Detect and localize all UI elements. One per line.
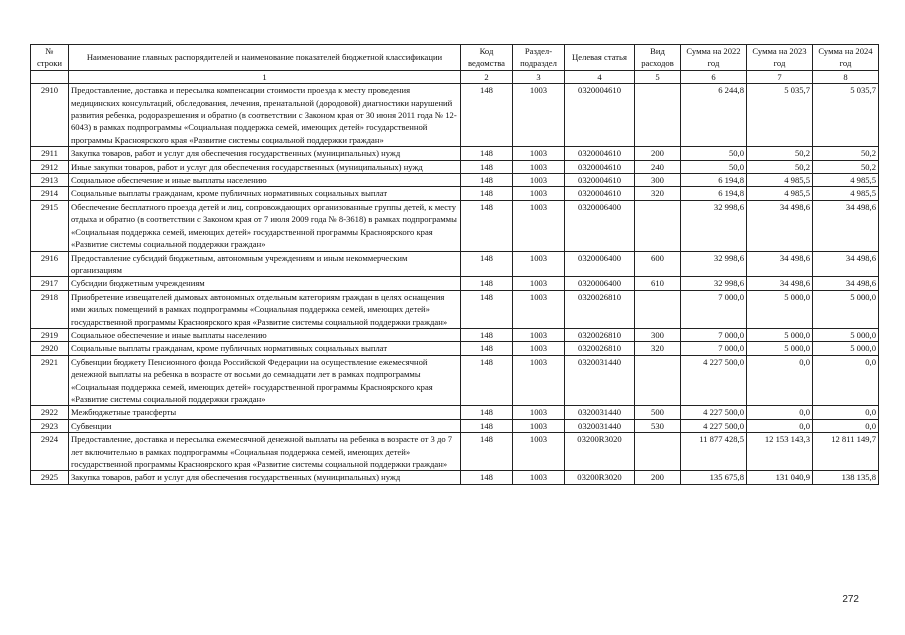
section-cell: 1003 xyxy=(513,187,565,200)
column-numbering-row xyxy=(31,70,879,83)
table-row xyxy=(31,290,879,328)
sum-2023-cell: 5 035,7 xyxy=(747,84,813,147)
sum-2022-cell: 32 998,6 xyxy=(681,251,747,277)
expense-type-cell: 320 xyxy=(635,187,681,200)
department-code-cell: 148 xyxy=(461,406,513,419)
sum-2022-cell: 6 194,8 xyxy=(681,187,747,200)
column-number: 2 xyxy=(461,70,513,83)
row-name-cell: Субвенции бюджету Пенсионного фонда Российской Федерации на осуществление ежемесячной денежной выплаты на ребенка в возрасте от восьми до семнадцати лет в рамках подпрограммы «Социальная поддержка семей, имеющих детей» государственной программы Красноярского края «Развитие системы социальной поддержки граждан» xyxy=(69,355,461,406)
header-target-article: Целевая статья xyxy=(565,45,635,71)
sum-2024-cell: 138 135,8 xyxy=(813,471,879,484)
department-code-cell: 148 xyxy=(461,419,513,432)
header-name: Наименование главных распорядителей и наименование показателей бюджетной классификации xyxy=(69,45,461,71)
header-sum-2024: Сумма на 2024 год xyxy=(813,45,879,71)
row-name-cell: Социальное обеспечение и иные выплаты населению xyxy=(69,328,461,341)
target-article-cell: 0320006400 xyxy=(565,277,635,290)
department-code-cell: 148 xyxy=(461,84,513,147)
table-row xyxy=(31,355,879,406)
sum-2022-cell: 32 998,6 xyxy=(681,200,747,251)
target-article-cell: 0320006400 xyxy=(565,251,635,277)
column-number: 4 xyxy=(565,70,635,83)
row-name-cell: Социальные выплаты гражданам, кроме публичных нормативных социальных выплат xyxy=(69,187,461,200)
section-cell: 1003 xyxy=(513,251,565,277)
department-code-cell: 148 xyxy=(461,200,513,251)
table-row xyxy=(31,84,879,147)
sum-2024-cell: 5 000,0 xyxy=(813,328,879,341)
row-name-cell: Иные закупки товаров, работ и услуг для обеспечения государственных (муниципальных) нужд xyxy=(69,160,461,173)
table-header xyxy=(31,45,879,84)
row-name-cell: Предоставление субсидий бюджетным, автономным учреждениям и иным некоммерческим организациям xyxy=(69,251,461,277)
department-code-cell: 148 xyxy=(461,328,513,341)
row-number-cell: 2912 xyxy=(31,160,69,173)
row-name-cell: Закупка товаров, работ и услуг для обеспечения государственных (муниципальных) нужд xyxy=(69,147,461,160)
table-row xyxy=(31,277,879,290)
target-article-cell: 0320031440 xyxy=(565,355,635,406)
target-article-cell: 03200R3020 xyxy=(565,433,635,471)
sum-2023-cell: 0,0 xyxy=(747,355,813,406)
row-name-cell: Субсидии бюджетным учреждениям xyxy=(69,277,461,290)
row-name-cell: Обеспечение бесплатного проезда детей и лиц, сопровождающих организованные группы детей, к месту отдыха и обратно (в соответствии с Законом края от 7 июля 2009 года № 8-3618) в рамках подпрограммы «Социальная поддержка семей, имеющих детей» государственной программы Красноярского края «Развитие системы социальной поддержки граждан» xyxy=(69,200,461,251)
sum-2023-cell: 0,0 xyxy=(747,419,813,432)
header-department-code: Код ведомства xyxy=(461,45,513,71)
section-cell: 1003 xyxy=(513,406,565,419)
sum-2022-cell: 7 000,0 xyxy=(681,328,747,341)
sum-2022-cell: 50,0 xyxy=(681,160,747,173)
section-cell: 1003 xyxy=(513,160,565,173)
expense-type-cell: 610 xyxy=(635,277,681,290)
row-name-cell: Социальные выплаты гражданам, кроме публичных нормативных социальных выплат xyxy=(69,342,461,355)
header-sum-2023: Сумма на 2023 год xyxy=(747,45,813,71)
target-article-cell: 0320004610 xyxy=(565,84,635,147)
sum-2024-cell: 0,0 xyxy=(813,419,879,432)
row-number-cell: 2918 xyxy=(31,290,69,328)
column-number: 3 xyxy=(513,70,565,83)
table-row xyxy=(31,147,879,160)
sum-2023-cell: 0,0 xyxy=(747,406,813,419)
target-article-cell: 0320026810 xyxy=(565,328,635,341)
sum-2022-cell: 32 998,6 xyxy=(681,277,747,290)
expense-type-cell xyxy=(635,355,681,406)
sum-2022-cell: 4 227 500,0 xyxy=(681,406,747,419)
row-number-cell: 2914 xyxy=(31,187,69,200)
section-cell: 1003 xyxy=(513,174,565,187)
table-row xyxy=(31,174,879,187)
department-code-cell: 148 xyxy=(461,251,513,277)
header-row-number: № строки xyxy=(31,45,69,71)
row-number-cell: 2922 xyxy=(31,406,69,419)
expense-type-cell: 200 xyxy=(635,471,681,484)
sum-2022-cell: 4 227 500,0 xyxy=(681,355,747,406)
row-number-cell: 2919 xyxy=(31,328,69,341)
department-code-cell: 148 xyxy=(461,433,513,471)
sum-2024-cell: 5 000,0 xyxy=(813,290,879,328)
page-number: 272 xyxy=(842,594,859,605)
section-cell: 1003 xyxy=(513,277,565,290)
sum-2024-cell: 4 985,5 xyxy=(813,187,879,200)
column-number: 6 xyxy=(681,70,747,83)
sum-2022-cell: 4 227 500,0 xyxy=(681,419,747,432)
section-cell: 1003 xyxy=(513,200,565,251)
row-name-cell: Предоставление, доставка и пересылка ежемесячной денежной выплаты на ребенка в возрасте от 3 до 7 лет включительно в рамках подпрограммы «Социальная поддержка семей, имеющих детей» государственной программы Красноярского края «Развитие системы социальной поддержки граждан» xyxy=(69,433,461,471)
target-article-cell: 0320026810 xyxy=(565,342,635,355)
sum-2023-cell: 5 000,0 xyxy=(747,290,813,328)
department-code-cell: 148 xyxy=(461,174,513,187)
section-cell: 1003 xyxy=(513,433,565,471)
expense-type-cell: 200 xyxy=(635,147,681,160)
target-article-cell: 0320031440 xyxy=(565,419,635,432)
row-number-cell: 2917 xyxy=(31,277,69,290)
sum-2023-cell: 34 498,6 xyxy=(747,277,813,290)
row-name-cell: Межбюджетные трансферты xyxy=(69,406,461,419)
row-number-cell: 2913 xyxy=(31,174,69,187)
section-cell: 1003 xyxy=(513,84,565,147)
table-row xyxy=(31,187,879,200)
expense-type-cell xyxy=(635,433,681,471)
sum-2023-cell: 50,2 xyxy=(747,160,813,173)
sum-2023-cell: 34 498,6 xyxy=(747,200,813,251)
section-cell: 1003 xyxy=(513,342,565,355)
section-cell: 1003 xyxy=(513,147,565,160)
target-article-cell: 0320004610 xyxy=(565,174,635,187)
row-number-cell: 2923 xyxy=(31,419,69,432)
row-number-cell: 2921 xyxy=(31,355,69,406)
column-number: 5 xyxy=(635,70,681,83)
row-number-cell: 2925 xyxy=(31,471,69,484)
expense-type-cell: 600 xyxy=(635,251,681,277)
expense-type-cell: 300 xyxy=(635,328,681,341)
department-code-cell: 148 xyxy=(461,355,513,406)
section-cell: 1003 xyxy=(513,290,565,328)
column-number: 1 xyxy=(69,70,461,83)
table-row xyxy=(31,433,879,471)
column-number: 8 xyxy=(813,70,879,83)
column-number xyxy=(31,70,69,83)
expense-type-cell: 320 xyxy=(635,342,681,355)
sum-2024-cell: 5 035,7 xyxy=(813,84,879,147)
sum-2022-cell: 135 675,8 xyxy=(681,471,747,484)
sum-2024-cell: 5 000,0 xyxy=(813,342,879,355)
expense-type-cell: 500 xyxy=(635,406,681,419)
expense-type-cell: 530 xyxy=(635,419,681,432)
expense-type-cell xyxy=(635,290,681,328)
row-number-cell: 2924 xyxy=(31,433,69,471)
sum-2024-cell: 34 498,6 xyxy=(813,251,879,277)
section-cell: 1003 xyxy=(513,471,565,484)
department-code-cell: 148 xyxy=(461,471,513,484)
department-code-cell: 148 xyxy=(461,277,513,290)
sum-2024-cell: 0,0 xyxy=(813,406,879,419)
section-cell: 1003 xyxy=(513,355,565,406)
sum-2024-cell: 50,2 xyxy=(813,147,879,160)
sum-2024-cell: 34 498,6 xyxy=(813,277,879,290)
row-name-cell: Приобретение извещателей дымовых автономных отдельным категориям граждан в целях оснащения ими жилых помещений в рамках подпрограммы «Социальная поддержка семей, имеющих детей» государственной программы Красноярского края «Развитие системы социальной поддержки граждан» xyxy=(69,290,461,328)
sum-2023-cell: 131 040,9 xyxy=(747,471,813,484)
row-name-cell: Закупка товаров, работ и услуг для обеспечения государственных (муниципальных) нужд xyxy=(69,471,461,484)
expense-type-cell: 300 xyxy=(635,174,681,187)
row-name-cell: Социальное обеспечение и иные выплаты населению xyxy=(69,174,461,187)
department-code-cell: 148 xyxy=(461,160,513,173)
row-number-cell: 2915 xyxy=(31,200,69,251)
target-article-cell: 0320004610 xyxy=(565,187,635,200)
target-article-cell: 0320004610 xyxy=(565,147,635,160)
department-code-cell: 148 xyxy=(461,187,513,200)
table-row xyxy=(31,342,879,355)
sum-2024-cell: 50,2 xyxy=(813,160,879,173)
table-body xyxy=(31,84,879,485)
sum-2022-cell: 6 194,8 xyxy=(681,174,747,187)
row-name-cell: Предоставление, доставка и пересылка компенсации стоимости проезда к месту проведения медицинских консультаций, обследования, лечения, пренатальной (дородовой) диагностики нарушений развития ребенка, родоразрешения и обратно (в соответствии с Законом края от 30 июня 2011 года № 12-6043) в рамках подпрограммы «Социальная поддержка семей, имеющих детей» государственной программы Красноярского края «Развитие системы социальной поддержки граждан» xyxy=(69,84,461,147)
sum-2024-cell: 4 985,5 xyxy=(813,174,879,187)
table-row xyxy=(31,200,879,251)
department-code-cell: 148 xyxy=(461,342,513,355)
sum-2022-cell: 50,0 xyxy=(681,147,747,160)
target-article-cell: 0320031440 xyxy=(565,406,635,419)
sum-2022-cell: 7 000,0 xyxy=(681,342,747,355)
table-row xyxy=(31,406,879,419)
sum-2023-cell: 4 985,5 xyxy=(747,187,813,200)
row-name-cell: Субвенции xyxy=(69,419,461,432)
expense-type-cell: 240 xyxy=(635,160,681,173)
row-number-cell: 2910 xyxy=(31,84,69,147)
section-cell: 1003 xyxy=(513,328,565,341)
row-number-cell: 2911 xyxy=(31,147,69,160)
sum-2024-cell: 34 498,6 xyxy=(813,200,879,251)
target-article-cell: 03200R3020 xyxy=(565,471,635,484)
row-number-cell: 2916 xyxy=(31,251,69,277)
section-cell: 1003 xyxy=(513,419,565,432)
table-row xyxy=(31,328,879,341)
sum-2024-cell: 0,0 xyxy=(813,355,879,406)
sum-2023-cell: 4 985,5 xyxy=(747,174,813,187)
expense-type-cell xyxy=(635,84,681,147)
header-section: Раздел-подраздел xyxy=(513,45,565,71)
sum-2023-cell: 50,2 xyxy=(747,147,813,160)
target-article-cell: 0320026810 xyxy=(565,290,635,328)
table-row xyxy=(31,251,879,277)
sum-2023-cell: 5 000,0 xyxy=(747,342,813,355)
sum-2022-cell: 6 244,8 xyxy=(681,84,747,147)
department-code-cell: 148 xyxy=(461,147,513,160)
table-row xyxy=(31,471,879,484)
header-sum-2022: Сумма на 2022 год xyxy=(681,45,747,71)
budget-table xyxy=(30,44,879,485)
row-number-cell: 2920 xyxy=(31,342,69,355)
target-article-cell: 0320004610 xyxy=(565,160,635,173)
column-number: 7 xyxy=(747,70,813,83)
table-row xyxy=(31,419,879,432)
header-expense-type: Вид расходов xyxy=(635,45,681,71)
sum-2023-cell: 12 153 143,3 xyxy=(747,433,813,471)
sum-2023-cell: 5 000,0 xyxy=(747,328,813,341)
sum-2024-cell: 12 811 149,7 xyxy=(813,433,879,471)
table-row xyxy=(31,160,879,173)
sum-2022-cell: 11 877 428,5 xyxy=(681,433,747,471)
sum-2022-cell: 7 000,0 xyxy=(681,290,747,328)
sum-2023-cell: 34 498,6 xyxy=(747,251,813,277)
department-code-cell: 148 xyxy=(461,290,513,328)
expense-type-cell xyxy=(635,200,681,251)
target-article-cell: 0320006400 xyxy=(565,200,635,251)
